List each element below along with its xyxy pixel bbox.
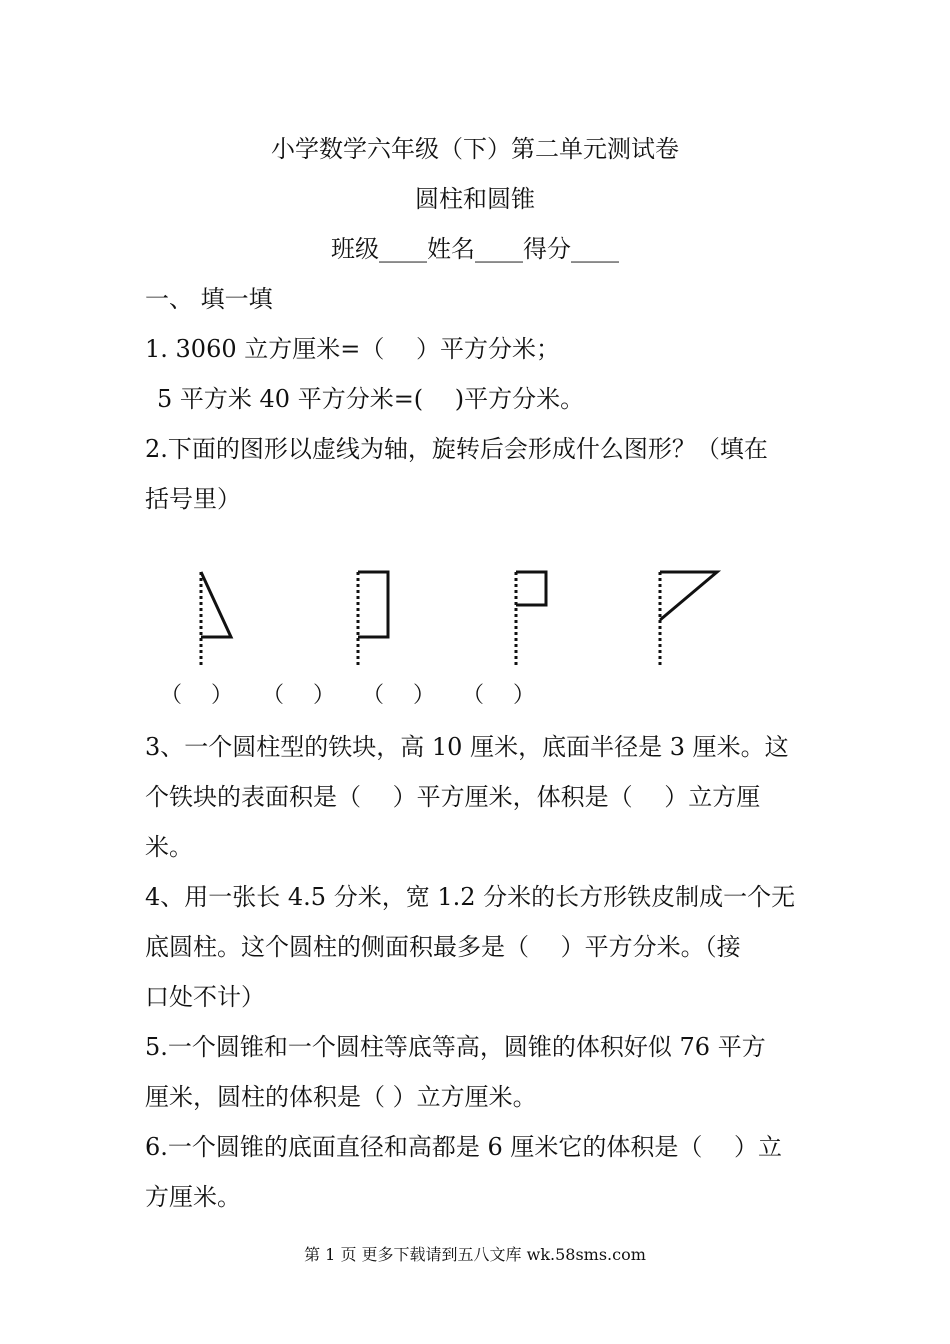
question-6-line-1: 6.一个圆锥的底面直径和高都是 6 厘米它的体积是（ ）立 (145, 1133, 783, 1161)
question-3-line-2: 个铁块的表面积是（ ）平方厘米，体积是（ ）立方厘 (145, 783, 761, 811)
question-4-line-1: 4、用一张长 4.5 分米，宽 1.2 分米的长方形铁皮制成一个无 (145, 883, 796, 911)
answer-blank-2: （ ） (262, 683, 335, 708)
question-4-line-2: 底圆柱。这个圆柱的侧面积最多是（ ）平方分米。（接 (145, 933, 741, 961)
question-2-line-2: 括号里） (145, 485, 241, 513)
page-subtitle: 圆柱和圆锥 (415, 185, 535, 213)
section-heading: 一、 填一填 (145, 285, 273, 313)
question-5-line-2: 厘米，圆柱的体积是（ ）立方厘米。 (145, 1083, 537, 1111)
answer-blank-4: （ ） (462, 683, 535, 708)
question-5-line-1: 5.一个圆锥和一个圆柱等底等高，圆锥的体积好似 76 平方 (145, 1033, 766, 1061)
question-1-line-2: 5 平方米 40 平方分米=( )平方分米。 (157, 385, 585, 413)
figure-4-inverted-triangle (660, 572, 717, 668)
rotation-figures (0, 560, 950, 675)
figure-2-tall-rectangle (358, 572, 388, 668)
question-2-line-1: 2.下面的图形以虚线为轴，旋转后会形成什么图形？（填在 (145, 435, 768, 463)
question-4-line-3: 口处不计） (145, 983, 265, 1011)
figure-1-triangle (201, 572, 231, 668)
student-info-line: 班级____姓名____得分____ (331, 235, 619, 263)
question-3-line-1: 3、一个圆柱型的铁块，高 10 厘米，底面半径是 3 厘米。这 (145, 733, 789, 761)
page-title: 小学数学六年级（下）第二单元测试卷 (271, 135, 679, 163)
page-footer: 第 1 页 更多下载请到五八文库 wk.58sms.com (304, 1245, 646, 1264)
answer-blank-3: （ ） (362, 683, 435, 708)
figure-3-small-rectangle (516, 572, 546, 668)
answer-blank-1: （ ） (160, 683, 233, 708)
question-3-line-3: 米。 (145, 833, 193, 861)
question-6-line-2: 方厘米。 (145, 1183, 241, 1211)
question-1-line-1: 1. 3060 立方厘米=（ ）平方分米； (145, 335, 560, 363)
